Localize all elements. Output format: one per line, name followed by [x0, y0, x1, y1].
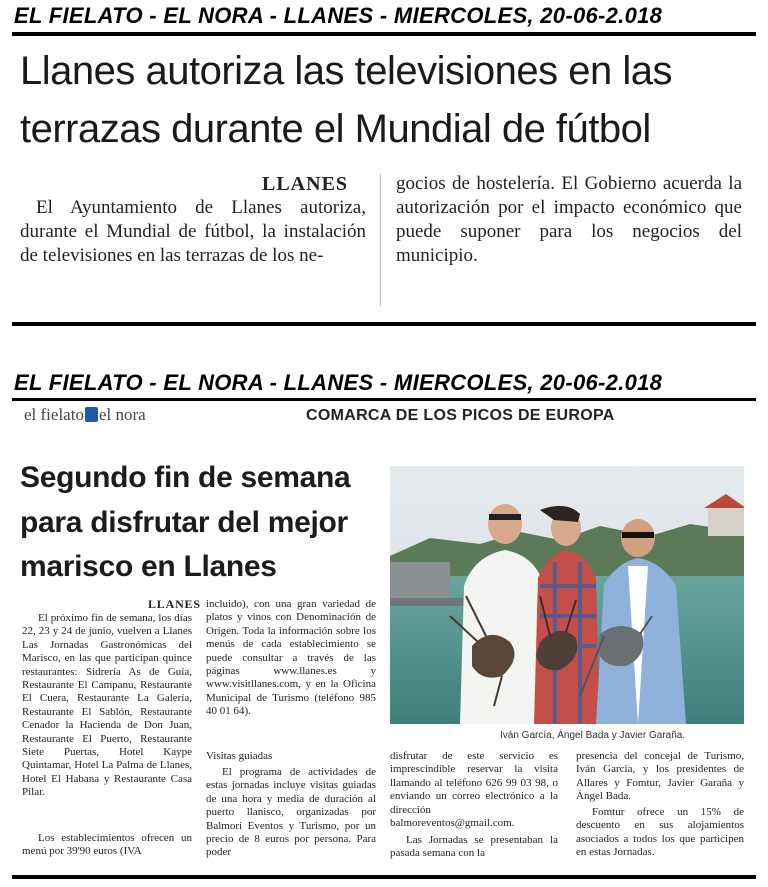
clip2-col4-paragraph2: Fomtur ofrece un 15% de descuento en sus alojamientos asociados a todos los que participen en estas Jornadas.	[576, 806, 744, 859]
article-photo	[390, 466, 744, 724]
clip1-column-2: gocios de hostelería. El Gobierno acuerda la autorización por el impacto económico que puede suponer para los negocios del municipio.	[396, 173, 742, 266]
clip1-bottom-rule	[12, 322, 756, 326]
newspaper-logo	[24, 405, 146, 425]
logo-text-1: el fielato	[24, 405, 84, 424]
photo-illustration	[390, 466, 744, 724]
clip2-col1-paragraph1: El próximo fin de semana, los días 22, 23 y 24 de junio, vuelven a Llanes Las Jornadas Gastronómicas del Marisco, en las que participan quince restaurantes: Sidrería As de Guía, Restaurante El Campanu, Restaurante El Cuera, Restaurante La Galería, Restaurante El Sablón, Restaurante Cenador la Hacienda de Don Juan, Restaurante El Puerto, Restaurante Siete Puertas, Hotel Kaype Quintamar, Hotel La Palma de Llanes, Hotel El Habana y Restaurante Casa Pilar.	[22, 612, 192, 799]
clip2-title-line1: Segundo fin de semana	[20, 461, 351, 494]
clip2-title-line2: para disfrutar del mejor	[20, 506, 348, 539]
section-label: COMARCA DE LOS PICOS DE EUROPA	[306, 407, 615, 424]
clip2-col3-paragraph2: Las Jornadas se presentaban la pasada semana con la	[390, 834, 558, 860]
clip2-col2-heading: Visitas guiadas	[206, 750, 273, 762]
logo-emblem-icon	[85, 407, 98, 422]
clip2-bottom-rule	[12, 875, 756, 879]
clip1-column-1: El Ayuntamiento de Llanes autoriza, durante el Mundial de fútbol, la instalación de televisiones en las terrazas de los ne-	[20, 197, 366, 266]
clip2-col2-paragraph1: incluido), con una gran variedad de platos y vinos con Denominación de Origen. Toda la información sobre los menús de cada establecimiento se puede consultar a través de las páginas www.llanes.es y www.visitllanes.com, y en la Oficina Municipal de Turismo (teléfono 985 40 01 64).	[206, 598, 376, 718]
clip2-title-line3: marisco en Llanes	[20, 550, 277, 583]
clip2-col2-paragraph2: El programa de actividades de estas jornadas incluye visitas guiadas de una hora y media de duración al puerto llanisco, organizadas por Balmori Eventos y Turismo, por un precio de 8 euros por persona. Para poder	[206, 766, 376, 859]
clip2-col4-paragraph1: presencia del concejal de Turismo, Iván García, y los presidentes de Allares y Fomtur, Javier Garaña y Ángel Bada.	[576, 750, 744, 803]
clip1-column-divider	[380, 174, 381, 306]
clip1-headline-line1: Llanes autoriza las televisiones en las	[20, 49, 673, 93]
logo-text-2: el nora	[98, 405, 146, 424]
clip2-header: EL FIELATO - EL NORA - LLANES - MIERCOLES, 20-06-2.018	[14, 370, 663, 395]
clip1-headline-line2: terrazas durante el Mundial de fútbol	[20, 107, 651, 151]
photo-caption: Iván García, Ángel Bada y Javier Garaña.	[500, 730, 686, 741]
clip2-col1-paragraph2: Los establecimientos ofrecen un menú por 39'90 euros (IVA	[22, 832, 192, 858]
clip1-dateline: LLANES	[262, 173, 349, 195]
clip1-header-rule	[12, 32, 756, 36]
clip1-header: EL FIELATO - EL NORA - LLANES - MIERCOLES, 20-06-2.018	[14, 3, 663, 28]
clip2-col3-paragraph1: disfrutar de este servicio es imprescindible reservar la visita llamando al teléfono 626 99 03 98, o enviando un correo electrónico a la dirección balmoreventos@gmail.com.	[390, 750, 558, 830]
clip2-header-rule	[12, 398, 756, 401]
clip2-dateline: LLANES	[148, 597, 201, 611]
